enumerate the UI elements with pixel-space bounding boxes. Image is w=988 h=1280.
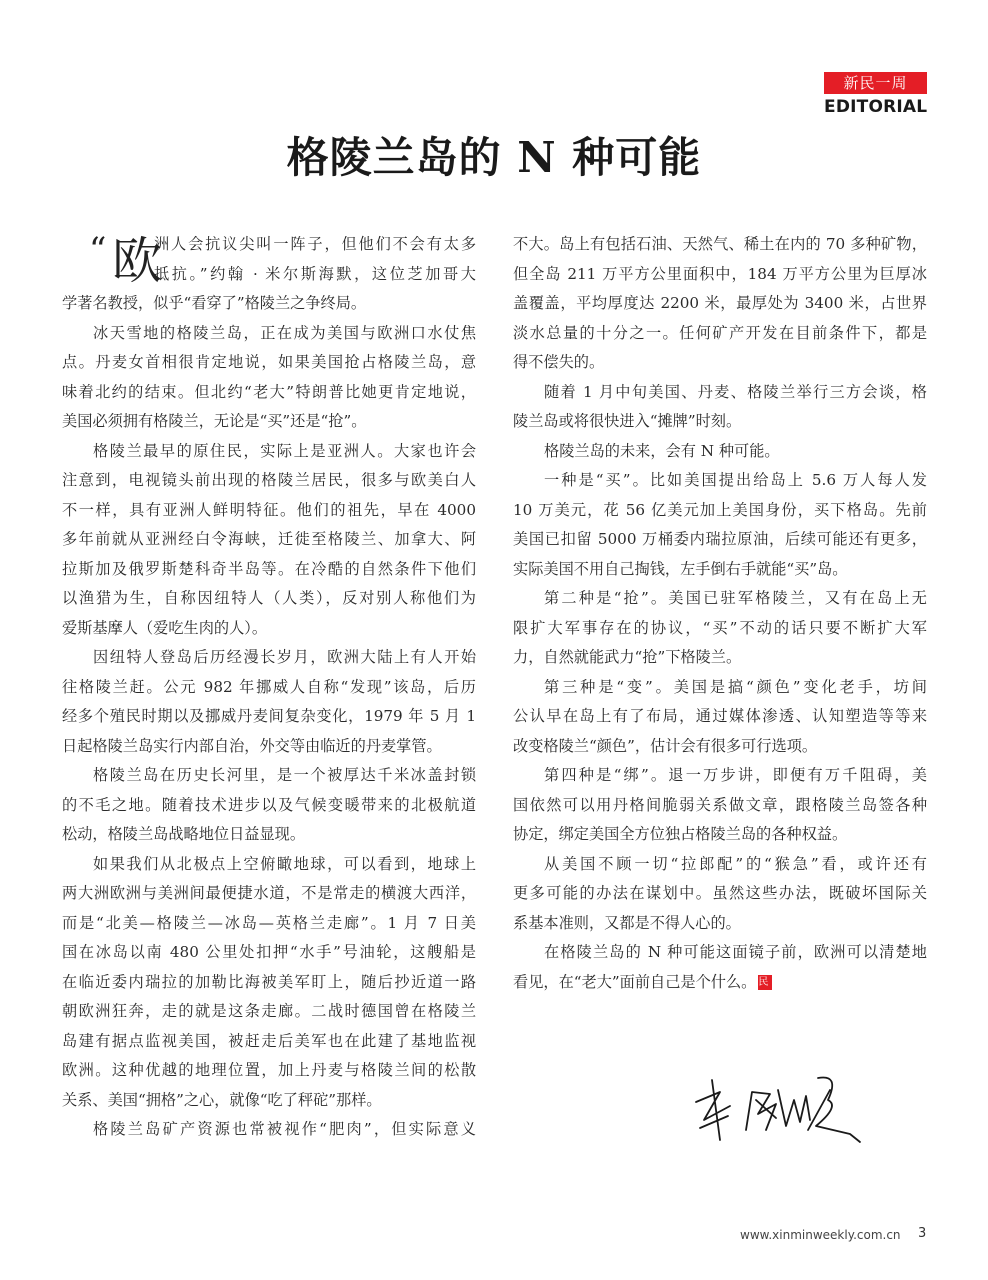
line-text: 但全岛 211 万平方公里面积中，184 万平方公里为巨厚冰 xyxy=(513,264,927,283)
text-line xyxy=(62,555,476,585)
text-line xyxy=(62,1086,476,1116)
text-line xyxy=(513,673,927,703)
text-line xyxy=(513,555,927,585)
line-text: 不大。岛上有包括石油、天然气、稀土在内的 70 多种矿物， xyxy=(513,235,927,253)
section-label: EDITORIAL xyxy=(824,97,928,117)
line-text: 岛建有据点监视美国，被赶走后美军也在此建了基地监视 xyxy=(62,1031,476,1050)
line-text: 格陵兰岛在历史长河里，是一个被厚达千米冰盖封锁 xyxy=(93,766,476,784)
line-text: 更多可能的办法在谋划中。虽然这些办法，既破坏国际关 xyxy=(513,884,927,902)
line-text: 冰天雪地的格陵兰岛，正在成为美国与欧洲口水仗焦 xyxy=(93,323,476,342)
text-line xyxy=(62,938,476,968)
text-line xyxy=(62,997,476,1027)
text-line xyxy=(62,879,476,909)
line-text: 往格陵兰赶。公元 982 年挪威人自称“发现”该岛，后历 xyxy=(62,677,476,696)
text-line xyxy=(62,761,476,791)
text-line xyxy=(62,466,476,496)
line-text: 一种是“买”。比如美国提出给岛上 5.6 万人每人发 xyxy=(544,471,927,489)
line-text: 限扩大军事存在的协议，“买”不动的话只要不断扩大军 xyxy=(513,618,927,637)
line-text: 日起格陵兰岛实行内部自治，外交等由临近的丹麦掌管。 xyxy=(62,736,442,755)
line-text: 格陵兰最早的原住民，实际上是亚洲人。大家也许会 xyxy=(93,441,476,460)
text-line xyxy=(513,614,927,644)
line-text: 第四种是“绑”。退一万步讲，即便有万千阻碍，美 xyxy=(544,766,927,784)
text-line xyxy=(513,437,927,467)
text-line xyxy=(62,584,476,614)
line-text: 关系、美国“拥格”之心，就像“吃了秤砣”那样。 xyxy=(62,1090,382,1109)
text-line xyxy=(513,968,927,998)
line-text: 经多个殖民时期以及挪威丹麦间复杂变化，1979 年 5 月 1 xyxy=(62,707,476,725)
page-number: 3 xyxy=(918,1226,927,1241)
text-line xyxy=(62,407,476,437)
author-signature xyxy=(690,1070,870,1150)
text-line xyxy=(62,673,476,703)
text-line xyxy=(513,643,927,673)
line-text: 国依然可以用丹格间脆弱关系做文章，跟格陵兰岛签各种 xyxy=(513,795,927,814)
line-text: 在格陵兰岛的 N 种可能这面镜子前，欧洲可以清楚地 xyxy=(544,943,927,961)
line-text: 多年前就从亚洲经白令海峡，迁徙至格陵兰、加拿大、阿 xyxy=(62,530,476,548)
text-line xyxy=(62,732,476,762)
text-line xyxy=(62,1027,476,1057)
text-line xyxy=(513,230,927,260)
line-text: 注意到，电视镜头前出现的格陵兰居民，很多与欧美白人 xyxy=(62,471,476,489)
text-line xyxy=(62,525,476,555)
text-line xyxy=(513,584,927,614)
text-line xyxy=(513,820,927,850)
line-text: 美国必须拥有格陵兰，无论是“买”还是“抢”。 xyxy=(62,412,367,430)
line-text: 美国已扣留 5000 万桶委内瑞拉原油，后续可能还有更多， xyxy=(513,530,927,548)
text-line xyxy=(62,820,476,850)
text-line xyxy=(62,702,476,732)
line-text: 味着北约的结束。但北约“老大”特朗普比她更肯定地说， xyxy=(62,382,476,401)
line-text: 点。丹麦女首相很肯定地说，如果美国抢占格陵兰岛，意 xyxy=(62,353,476,371)
article-title: 格陵兰岛的 N 种可能 xyxy=(286,133,702,182)
text-line xyxy=(513,702,927,732)
line-text: 第二种是“抢”。美国已驻军格陵兰，又有在岛上无 xyxy=(544,589,927,607)
line-text: 第三种是“变”。美国是搞“颜色”变化老手，坊间 xyxy=(544,677,927,696)
text-line xyxy=(513,525,927,555)
right-column xyxy=(513,230,927,997)
line-text: 不一样，具有亚洲人鲜明特征。他们的祖先，早在 4000 xyxy=(62,500,476,519)
line-text: 格陵兰岛的未来，会有 N 种可能。 xyxy=(544,441,780,460)
text-line xyxy=(62,614,476,644)
line-text: 格陵兰岛矿产资源也常被视作“肥肉”，但实际意义 xyxy=(93,1120,476,1138)
line-text: 10 万美元，花 56 亿美元加上美国身份，买下格岛。先前 xyxy=(513,500,927,519)
text-line xyxy=(62,1115,476,1145)
end-mark-icon: 民 xyxy=(758,975,772,990)
text-line xyxy=(513,466,927,496)
line-text: 协定，绑定美国全方位独占格陵兰岛的各种权益。 xyxy=(513,825,848,843)
text-line xyxy=(513,319,927,349)
text-line xyxy=(62,643,476,673)
line-text: 爱斯基摩人（爱吃生肉的人）。 xyxy=(62,618,268,637)
line-text: 从美国不顾一切“拉郎配”的“猴急”看，或许还有 xyxy=(544,854,927,873)
line-text: 公认早在岛上有了布局，通过媒体渗透、认知塑造等等来 xyxy=(513,707,927,725)
line-text: 得不偿失的。 xyxy=(513,353,605,371)
line-text: 朝欧洲狂奔，走的就是这条走廊。二战时德国曾在格陵兰 xyxy=(62,1002,476,1020)
line-text: 盖覆盖，平均厚度达 2200 米，最厚处为 3400 米，占世界 xyxy=(513,294,927,312)
text-line xyxy=(513,761,927,791)
text-line xyxy=(62,1056,476,1086)
text-line xyxy=(62,437,476,467)
line-text: 改变格陵兰“颜色”，估计会有很多可行选项。 xyxy=(513,736,818,755)
line-text: 洲人会抗议尖叫一阵子，但他们不会有太多 xyxy=(154,235,476,253)
text-line xyxy=(513,378,927,408)
text-line xyxy=(513,407,927,437)
text-line xyxy=(513,348,927,378)
text-line xyxy=(62,289,476,319)
line-text: 两大洲欧洲与美洲间最便捷水道，不是常走的横渡大西洋， xyxy=(62,884,476,902)
text-line xyxy=(62,909,476,939)
line-text: 因纽特人登岛后历经漫长岁月，欧洲大陆上有人开始 xyxy=(93,648,476,666)
text-line xyxy=(62,850,476,880)
text-line xyxy=(513,732,927,762)
line-text: 随着 1 月中旬美国、丹麦、格陵兰举行三方会谈，格 xyxy=(544,382,927,401)
text-line xyxy=(513,850,927,880)
line-text: 陵兰岛或将很快进入“摊牌”时刻。 xyxy=(513,412,742,430)
footer-url[interactable]: www.xinminweekly.com.cn xyxy=(740,1228,901,1242)
line-text: 的不毛之地。随着技术进步以及气候变暖带来的北极航道 xyxy=(62,795,476,814)
text-line xyxy=(513,909,927,939)
line-text: 而是“北美—格陵兰—冰岛—英格兰走廊”。1 月 7 日美 xyxy=(62,913,476,932)
text-line xyxy=(62,319,476,349)
text-line xyxy=(513,289,927,319)
text-line xyxy=(513,938,927,968)
text-line xyxy=(513,879,927,909)
text-line xyxy=(62,348,476,378)
text-line xyxy=(513,496,927,526)
line-text: 学著名教授，似乎“看穿了”格陵兰之争终局。 xyxy=(62,294,367,312)
text-line xyxy=(62,496,476,526)
left-column xyxy=(62,230,476,1145)
dropcap-letter: 欧 xyxy=(112,232,162,290)
line-text: 力，自然就能武力“抢”下格陵兰。 xyxy=(513,648,742,666)
line-text: 淡水总量的十分之一。任何矿产开发在目前条件下，都是 xyxy=(513,323,927,342)
line-text: 欧洲。这种优越的地理位置，加上丹麦与格陵兰间的松散 xyxy=(62,1061,476,1079)
text-line xyxy=(62,791,476,821)
line-text: 松动，格陵兰岛战略地位日益显现。 xyxy=(62,825,305,843)
text-line xyxy=(513,260,927,290)
text-line xyxy=(513,791,927,821)
line-text: 拉斯加及俄罗斯楚科奇半岛等。在冷酷的自然条件下他们 xyxy=(62,559,476,578)
line-text: 抵抗。”约翰 · 米尔斯海默，这位芝加哥大 xyxy=(154,264,476,283)
masthead-badge: 新民一周 xyxy=(824,72,927,94)
dropcap-quote: “ xyxy=(89,230,107,270)
text-line xyxy=(62,378,476,408)
line-text: 系基本准则，又都是不得人心的。 xyxy=(513,913,741,932)
text-line xyxy=(62,968,476,998)
line-text: 国在冰岛以南 480 公里处扣押“水手”号油轮，这艘船是 xyxy=(62,943,476,961)
line-text: 在临近委内瑞拉的加勒比海被美军盯上，随后抄近道一路 xyxy=(62,972,476,991)
line-text: 如果我们从北极点上空俯瞰地球，可以看到，地球上 xyxy=(93,854,476,873)
line-text: 实际美国不用自己掏钱，左手倒右手就能“买”岛。 xyxy=(513,559,848,578)
line-text: 看见，在“老大”面前自己是个什么。 xyxy=(513,972,757,991)
line-text: 以渔猎为生，自称因纽特人（人类），反对别人称他们为 xyxy=(62,589,476,607)
